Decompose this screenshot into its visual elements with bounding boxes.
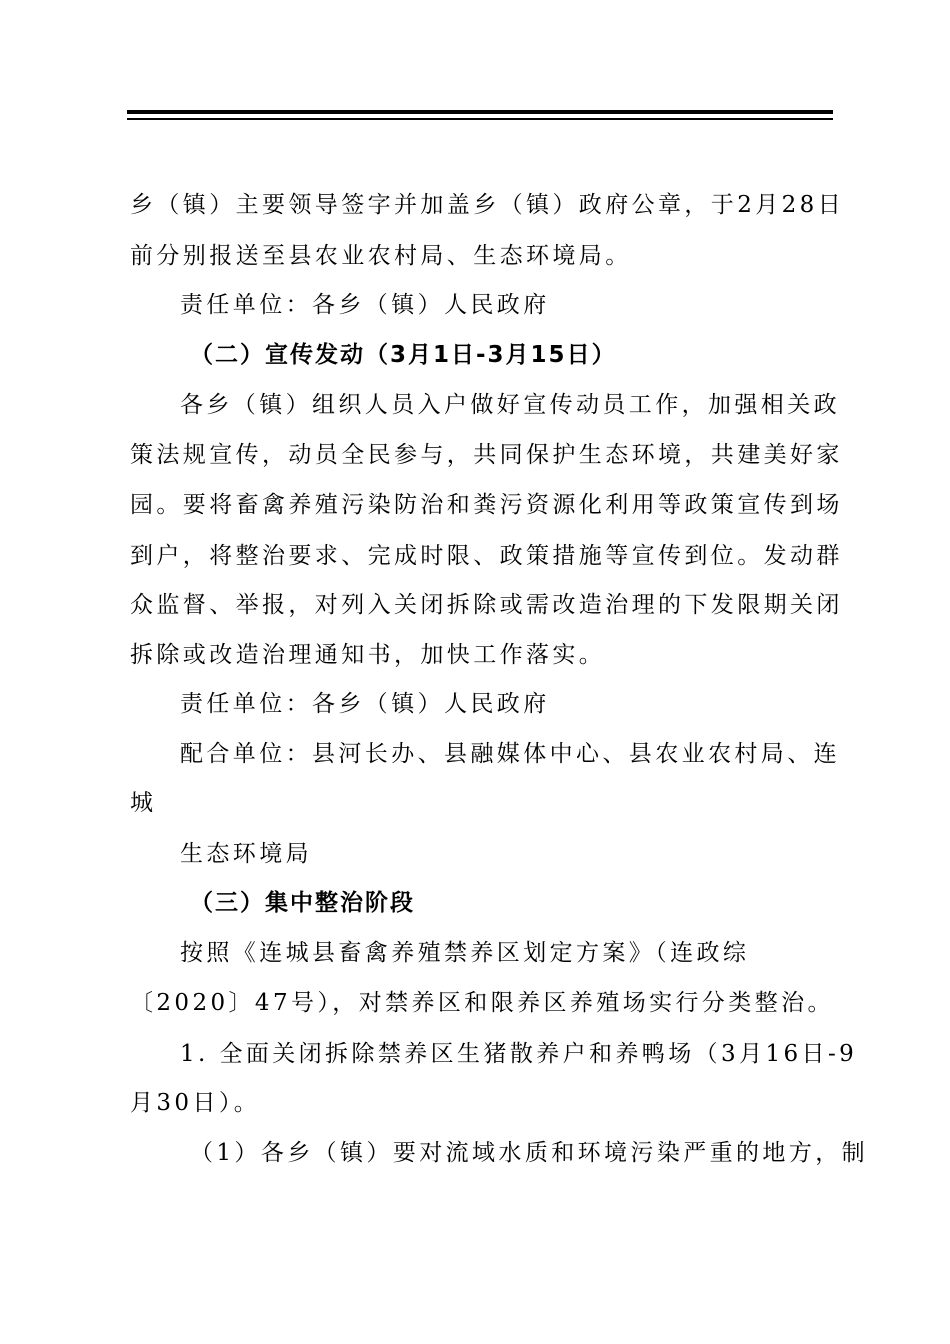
paragraph-line: 乡（镇）主要领导签字并加盖乡（镇）政府公章，于2月28日: [130, 192, 845, 218]
section-heading-publicity: （二）宣传发动（3月1日-3月15日）: [190, 342, 617, 368]
cooperating-unit-line: 生态环境局: [180, 841, 312, 867]
paragraph-line: 前分别报送至县农业农村局、生态环境局。: [130, 243, 632, 269]
sub-item-1: （1）各乡（镇）要对流域水质和环境污染严重的地方，制: [190, 1140, 869, 1166]
header-rule-thick: [127, 110, 833, 114]
cooperating-unit-line: 城: [130, 790, 157, 816]
paragraph-line: 拆除或改造治理通知书，加快工作落实。: [130, 642, 606, 668]
section-heading-rectification: （三）集中整治阶段: [190, 890, 415, 916]
responsible-unit-line: 责任单位：各乡（镇）人民政府: [180, 691, 550, 717]
cooperating-unit-line: 配合单位：县河长办、县融媒体中心、县农业农村局、连: [180, 741, 840, 767]
paragraph-line: 〔2020〕47号），对禁养区和限养区养殖场实行分类整治。: [130, 990, 834, 1016]
header-rule-thin: [127, 118, 833, 120]
paragraph-line: 策法规宣传，动员全民参与，共同保护生态环境，共建美好家: [130, 442, 843, 468]
paragraph-line: 众监督、举报，对列入关闭拆除或需改造治理的下发限期关闭: [130, 592, 843, 618]
paragraph-line: 园。要将畜禽养殖污染防治和粪污资源化利用等政策宣传到场: [130, 492, 843, 518]
paragraph-line: 各乡（镇）组织人员入户做好宣传动员工作，加强相关政: [180, 392, 840, 418]
responsible-unit-line: 责任单位：各乡（镇）人民政府: [180, 292, 550, 318]
paragraph-line: 按照《连城县畜禽养殖禁养区划定方案》（连政综: [180, 940, 750, 966]
list-item-1-cont: 月30日）。: [130, 1090, 261, 1116]
list-item-1: 1. 全面关闭拆除禁养区生猪散养户和养鸭场（3月16日-9: [180, 1041, 858, 1067]
paragraph-line: 到户，将整治要求、完成时限、政策措施等宣传到位。发动群: [130, 543, 843, 569]
